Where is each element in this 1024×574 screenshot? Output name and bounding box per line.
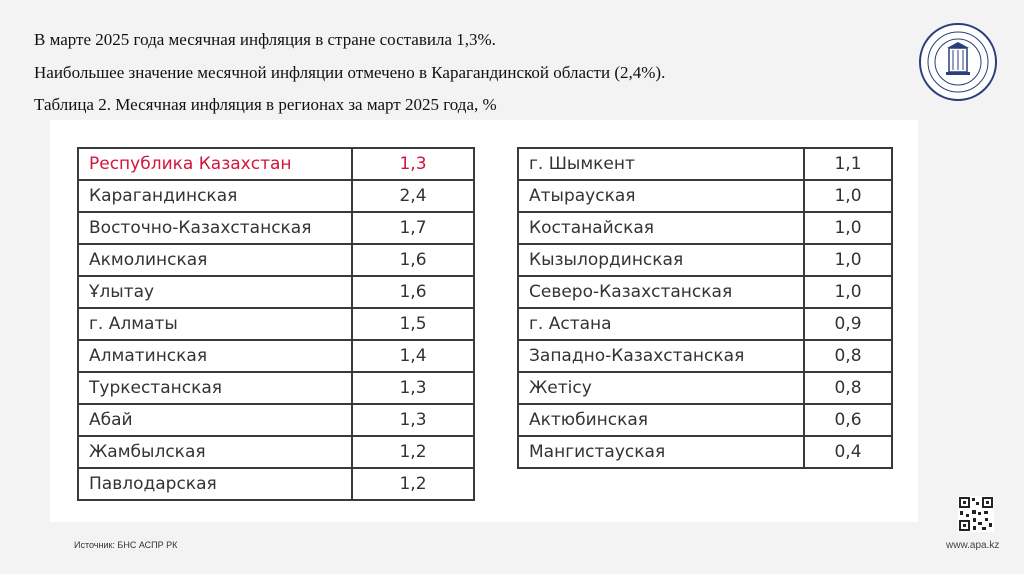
region-name: Восточно-Казахстанская <box>78 212 352 244</box>
table-row <box>518 212 892 244</box>
region-name: Актюбинская <box>518 404 804 436</box>
region-name: Акмолинская <box>78 244 352 276</box>
tables-panel <box>50 120 918 522</box>
inflation-value: 0,8 <box>804 340 892 372</box>
inflation-value: 0,9 <box>804 308 892 340</box>
region-name: Туркестанская <box>78 372 352 404</box>
table-row <box>518 276 892 308</box>
inflation-value: 1,0 <box>804 212 892 244</box>
table-row <box>78 308 474 340</box>
inflation-value: 1,2 <box>352 468 474 500</box>
table-row <box>78 404 474 436</box>
table-row <box>78 212 474 244</box>
table-caption: Таблица 2. Месячная инфляция в регионах за март 2025 года, % <box>34 95 497 114</box>
table-row <box>78 372 474 404</box>
region-name: Абай <box>78 404 352 436</box>
inflation-value: 1,2 <box>352 436 474 468</box>
inflation-table-left <box>77 147 475 501</box>
summary-line-2: Наибольшее значение месячной инфляции отмечено в Карагандинской области (2,4%). <box>34 63 666 82</box>
inflation-value: 1,3 <box>352 372 474 404</box>
table-row <box>78 436 474 468</box>
region-name: Атырауская <box>518 180 804 212</box>
table-row <box>78 468 474 500</box>
institution-seal-icon <box>918 22 998 102</box>
table-row <box>518 308 892 340</box>
region-name: Ұлытау <box>78 276 352 308</box>
region-name: Кызылординская <box>518 244 804 276</box>
table-row <box>518 372 892 404</box>
table-row <box>78 276 474 308</box>
table-row <box>518 436 892 468</box>
inflation-value: 1,1 <box>804 148 892 180</box>
region-name: Алматинская <box>78 340 352 372</box>
site-url[interactable]: www.apa.kz <box>946 540 1000 551</box>
table-row <box>78 148 474 180</box>
inflation-value: 0,8 <box>804 372 892 404</box>
inflation-value: 1,3 <box>352 404 474 436</box>
region-name: Павлодарская <box>78 468 352 500</box>
region-name: Жетісу <box>518 372 804 404</box>
inflation-value: 1,0 <box>804 180 892 212</box>
region-name: Карагандинская <box>78 180 352 212</box>
region-name: Западно-Казахстанская <box>518 340 804 372</box>
summary-line-1: В марте 2025 года месячная инфляция в стране составила 1,3%. <box>34 30 496 49</box>
inflation-value: 0,6 <box>804 404 892 436</box>
table-row <box>518 148 892 180</box>
region-name: Мангистауская <box>518 436 804 468</box>
table-row <box>518 404 892 436</box>
region-name: г. Астана <box>518 308 804 340</box>
region-name: Костанайская <box>518 212 804 244</box>
inflation-value: 1,7 <box>352 212 474 244</box>
inflation-value: 1,0 <box>804 244 892 276</box>
table-row <box>78 340 474 372</box>
inflation-value: 1,3 <box>352 148 474 180</box>
table-row <box>78 180 474 212</box>
inflation-value: 1,5 <box>352 308 474 340</box>
region-name: Республика Казахстан <box>78 148 352 180</box>
region-name: Северо-Казахстанская <box>518 276 804 308</box>
inflation-value: 1,4 <box>352 340 474 372</box>
table-row <box>518 244 892 276</box>
inflation-value: 1,6 <box>352 244 474 276</box>
inflation-value: 2,4 <box>352 180 474 212</box>
inflation-value: 1,0 <box>804 276 892 308</box>
region-name: г. Алматы <box>78 308 352 340</box>
table-row <box>518 180 892 212</box>
table-row <box>518 340 892 372</box>
inflation-table-right <box>517 147 893 469</box>
region-name: Жамбылская <box>78 436 352 468</box>
table-row <box>78 244 474 276</box>
inflation-value: 1,6 <box>352 276 474 308</box>
region-name: г. Шымкент <box>518 148 804 180</box>
inflation-value: 0,4 <box>804 436 892 468</box>
qr-code-icon[interactable] <box>958 496 994 532</box>
source-note: Источник: БНС АСПР РК <box>74 540 178 550</box>
